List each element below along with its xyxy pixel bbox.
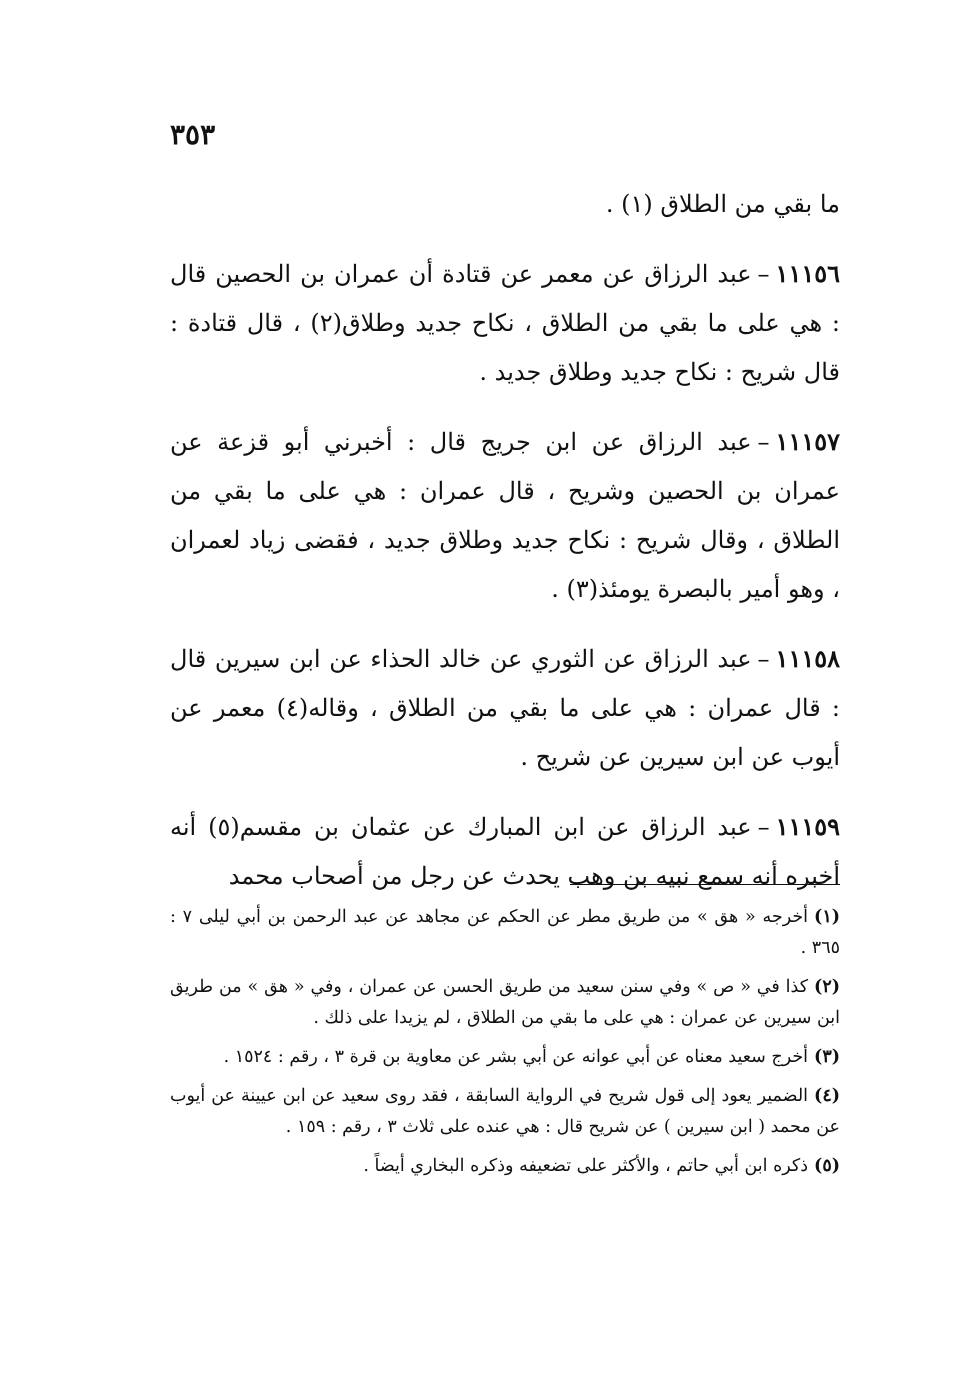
hadith-paragraph (170, 417, 840, 614)
footnote (170, 1042, 840, 1073)
footnote-text: أخرج سعيد معناه عن أبي عوانه عن أبي بشر عن معاوية بن قرة ٣ ، رقم : ١٥٢٤ . (223, 1047, 809, 1067)
footnote-number: (٥) (814, 1156, 840, 1176)
hadith-number: ١١١٥٩ (775, 812, 841, 841)
footnote-number: (٢) (814, 977, 840, 997)
footnote (170, 972, 840, 1034)
footnote (170, 1151, 840, 1182)
footnote-text: أخرجه « هق » من طريق مطر عن الحكم عن مجاهد عن عبد الرحمن بن أبي ليلى ٧ : ٣٦٥ . (170, 907, 840, 958)
footnote-text: الضمير يعود إلى قول شريح في الرواية السابقة ، فقد روى سعيد عن ابن عيينة عن أيوب عن محمد ( ابن سيرين ) عن شريح قال : هي عنده على ثلاث ٣ ، رقم : ١٥٩ . (170, 1086, 840, 1137)
hadith-number: ١١١٥٦ (775, 259, 840, 288)
footnote-number: (٣) (814, 1047, 840, 1067)
hadith-paragraph (170, 802, 840, 901)
hadith-text: عبد الرزاق عن الثوري عن خالد الحذاء عن ابن سيرين قال : قال عمران : هي على ما بقي من الطلاق ، وقاله(٤) معمر عن أيوب عن ابن سيرين عن شريح . (170, 645, 840, 771)
footnote (170, 902, 840, 964)
main-text (170, 180, 840, 901)
hadith-paragraph (170, 249, 840, 397)
hadith-dash: – (757, 645, 770, 673)
footnote-text: كذا في « ص » وفي سنن سعيد من طريق الحسن عن عمران ، وفي « هق » من طريق ابن سيرين عن عمران : هي على ما بقي من الطلاق ، لم يزيدا على ذلك . (170, 977, 840, 1028)
hadith-number: ١١١٥٧ (775, 427, 840, 456)
footnote (170, 1081, 840, 1143)
hadith-paragraph (170, 634, 840, 782)
hadith-text: عبد الرزاق عن ابن المبارك عن عثمان بن مقسم(٥) أنه أخبره أنه سمع نبيه بن وهب يحدث عن رجل من أصحاب محمد (170, 813, 840, 890)
footnote-number: (٤) (814, 1086, 840, 1106)
hadith-number: ١١١٥٨ (775, 644, 840, 673)
footnote-text: ذكره ابن أبي حاتم ، والأكثر على تضعيفه وذكره البخاري أيضاً . (363, 1156, 809, 1176)
hadith-text: عبد الرزاق عن معمر عن قتادة أن عمران بن الحصين قال : هي على ما بقي من الطلاق ، نكاح جديد وطلاق(٢) ، قال قتادة : قال شريح : نكاح جديد وطلاق جديد . (170, 260, 840, 386)
opening-line: ما بقي من الطلاق (١) . (605, 190, 840, 218)
footnote-number: (١) (814, 907, 840, 927)
page-number: ٣٥٣ (170, 118, 216, 151)
hadith-text: عبد الرزاق عن ابن جريج قال : أخبرني أبو قزعة عن عمران بن الحصين وشريح ، قال عمران : هي على ما بقي من الطلاق ، وقال شريح : نكاح جديد وطلاق جديد ، فقضى زياد لعمران ، وهو أمير بالبصرة يومئذ(٣) . (170, 428, 840, 603)
hadith-dash: – (757, 260, 770, 288)
footnote-separator (570, 884, 840, 885)
hadith-dash: – (757, 813, 770, 841)
footnotes (170, 902, 840, 1190)
hadith-dash: – (757, 428, 770, 456)
